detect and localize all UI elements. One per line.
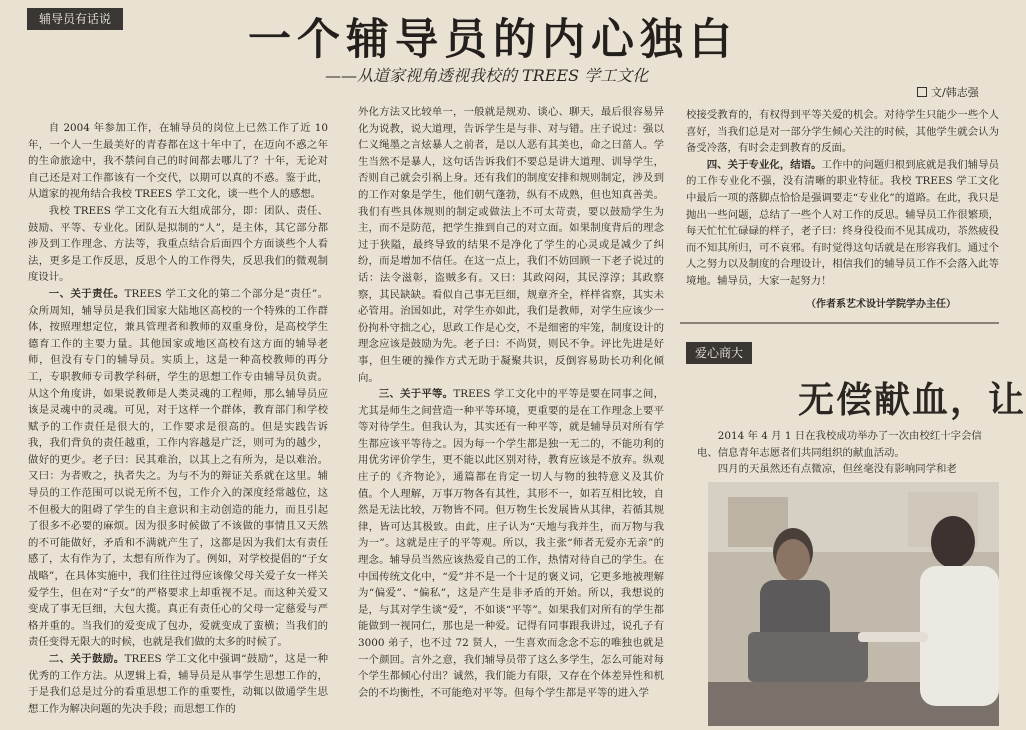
square-bullet-icon	[917, 87, 927, 97]
photo-illustration	[708, 482, 999, 726]
author-credit: （作者系艺术设计学院学办主任）	[806, 299, 956, 310]
paragraph-text: TREES 学工文化中的平等是要在同事之间，尤其是师生之间营造一种平等环境，更重要的是在工作理念上要平等对待学生。但我认为，其实还有一种平等，就是辅导员对所有学生都应该平等待之。因为每一个学生都是独一无二的，不能功利的用优劣评价学生，更不能以此区别对待，教育应该是不放弃。纵观庄子的《齐物论》，通篇都在肯定一切人与物的独特意义及其价值。个人理解，万事万物各有其性，其形不一，如若互相比较，自然是无法比较，万物皆不同。但万物生长发展皆从其律，若循其规律，皆可达其极致。由此，庄子认为“天地与我并生，而万物与我为一”。这就是庄子的平等观。所以，我主张“师者无爱亦无亲”的理念。辅导员当然应该热爱自己的工作，热情对待自己的学生。在中国传统文化中，“爱”并不是一个十足的褒义词，它更多地被理解为“偏爱”、“偏私”，这是产生是非矛盾的开始。所以，我想说的是，与其对学生谈“爱”，不如谈“平等”。如果我们对所有的学生都能做到一视同仁，那也是一种爱。记得有同事跟我讲过，说孔子有 3000 弟子，也不过 72 贤人，一生喜欢而念念不忘的唯独也就是一个颜回。言外之意，我们辅导员带了这么多学生，怎么可能对每个学生都倾心付出？诚然，我们能力有限，又存在个体差异性和机会的不均衡性，不可能绝对平等。但每个学生都是平等的进入学	[358, 388, 665, 699]
paragraph: 我校 TREES 学工文化有五大组成部分，即：团队、责任、鼓励、平等、专业化。团队是拟制的“人”，是主体，其它部分都涉及到工作理念、方法等，我重点结合后面四个方面谈些个人看法，更多是工作反思，反思个人的工作得失，反思我们的微观制度设计。	[28, 204, 328, 284]
article-column-2	[358, 104, 664, 726]
paragraph	[28, 651, 328, 717]
author-byline	[917, 84, 979, 100]
article-subtitle: ——从道家视角透视我校的 TREES 学工文化	[325, 66, 649, 85]
paragraph: 校接受教育的，有权得到平等关爱的机会。对待学生只能少一些个人喜好，当我们总是对一部分学生倾心关注的时候，其他学生就会认为备受冷落，有时会走到教育的反面。	[686, 109, 999, 155]
section-tag: 辅导员有话说	[27, 8, 123, 30]
section-heading: 一、关于责任。	[48, 287, 125, 300]
section-heading: 三、关于平等。	[378, 388, 454, 401]
section-heading: 四、关于专业化，结语。	[706, 158, 822, 171]
author-name: 文/韩志强	[931, 86, 979, 99]
paragraph	[28, 286, 328, 651]
paragraph-text: TREES 学工文化中强调“鼓励”，这是一种优秀的工作方法。从逻辑上看，辅导员是从事学生思想工作的，于是我们总是过分的看重思想工作的重要性，动辄以做通学生思想工作为解决问题的先决手段；而思想工作的	[28, 653, 329, 715]
paragraph: 外化方法又比较单一，一般就是规劝、谈心、聊天，最后很容易异化为说教，说大道理，告诉学生是与非、对与错。庄子说过：强以仁义绳墨之言炫暴人之前者，是以人恶有其美也，命之曰菑人。学生当然不是暴人，这句话告诉我们不要总是讲大道理、训导学生，否则自己就会引祸上身。还有我们的制度安排和规则制定，涉及到的工作对象是学生，他们朝气蓬勃，纵有不成熟，但也知真善美。我们有些具体规则的制定或做法上不可太苛责，要以鼓励学生为主，而不是防范，把学生推到自己的对立面。如果制度背后的理念过于狭隘，最终导致的结果不是净化了学生的心灵或是减少了纠纷，而是增加不信任。在这一点上，我们不妨回顾一下老子说过的话：法令滋彰，盗贼多有。又曰：其政闷闷，其民淳淳；其政察察，其民缺缺。看似自己事无巨细，规章齐全，样样省察，其实未必管用。治国如此，对学生亦如此，我们是教师，对学生应该少一份拘朴守拙之心，思政工作是心交，不是细密的牢笼，制度设计的理念应该是鼓励为先。老子曰：不尚贤，则民不争。评比先进是好事，但生硬的操作方式无助于凝聚共识，反倒容易助长功利化倾向。	[358, 106, 664, 384]
paragraph-text: TREES 学工文化的第二个部分是“责任”。众所周知，辅导员是我们国家大陆地区高校的一个特殊的工作群体，按照理想定位，兼具管理者和教师的双重身份，是高校学生德育工作的主要力量。其他国家或地区高校有这方面的辅导老师，但没有专门的辅导员。实质上，这是一种高校教师的再分工，专职教师专司教学科研，学生的思想工作专由辅导员负责。从这个角度讲，如果说教师是人类灵魂的工程师，那么辅导员应该是灵魂中的灵魂。可见，对于这样一个群体，教育部门和学校赋予的工作责任是很大的，工作要求是很高的。但是实践告诉我，我们背负的责任越重，工作内容越是广泛，则可为的越少，做好的更少。老子曰：民其难治，以其上之有所为，是以难治。又曰：为者败之，执者失之。为与不为的辩证关系就在这里。辅导员的工作范围可以说无所不包，工作介入的深度经常越位，这不但极大的阻碍了学生的自主意识和主动创造的能力，而且引起了很多不必要的麻烦。因为很多时候做了不该做的事情且又天然的不可能做好，矛盾和不满就产生了，这都是因为我们太有责任感了，太有作为了，太想有所作为了。例如，对学校提倡的“子女战略”，在具体实施中，我们往往过得应该像父母关爱子女一样关爱学生，但在对“子女”的严格要求上却重视不足。而这种关爱又变成了事无巨细，大包大揽。真正有责任心的父母一定慈爱与严格并重的。当我们的爱变成了包办，爱就变成了蛮横；当我们的责任变得无限大的时候，也就是我们做的太多的时候了。	[28, 287, 329, 649]
paragraph: 自 2004 年参加工作，在辅导员的岗位上已然工作了近 10 年，一个人一生最美好的青春都在这十年中了，在迈向不惑之年的生命旅途中，我不禁问自己的时间都去哪儿了？十年，无论对自己还是对工作都该有一个交代，以期可以真的不惑。鉴于此，从道家的视角结合我校 TREES 学工文化，谈一些个人的感想。	[28, 122, 328, 201]
section-divider	[680, 322, 999, 324]
article-column-1	[28, 120, 328, 726]
paragraph	[358, 386, 664, 701]
paragraph-text: 工作中的问题归根到底就是我们辅导员的工作专业化不强，没有清晰的职业特征。我校 TREES 学工文化中最后一项的落脚点恰恰是强调要走“专业化”的道路。在此，我只是抛出一些问题，总结了一些个人对工作的反思。辅导员工作很繁琐，每天忙忙忙碌碌的样子，老子曰：终身役役而不见其成功，苶然疲役而不知其所归，可不哀邪。有时觉得这句话就是在形容我们。通过个人之努力以及制度的合理设计，相信我们的辅导员工作不会落入此等境地。辅导员，大家一起努力！	[686, 158, 999, 287]
section-heading: 二、关于鼓励。	[48, 653, 125, 665]
paragraph	[686, 157, 999, 290]
paragraph: 四月的天虽然还有点微凉，但丝毫没有影响同学和老	[717, 463, 957, 475]
article-2-body	[697, 428, 999, 482]
section-tag-2: 爱心商大	[686, 342, 752, 364]
paragraph: 2014 年 4 月 1 日在我校成功举办了一次由校红十字会信电、信息青年志愿者们共同组织的献血活动。	[697, 430, 982, 459]
blood-donation-photo	[708, 482, 999, 726]
article-title: 一个辅导员的内心独白	[248, 15, 738, 65]
article-2-headline: 无偿献血，让	[798, 379, 1026, 421]
article-column-3	[686, 107, 999, 312]
